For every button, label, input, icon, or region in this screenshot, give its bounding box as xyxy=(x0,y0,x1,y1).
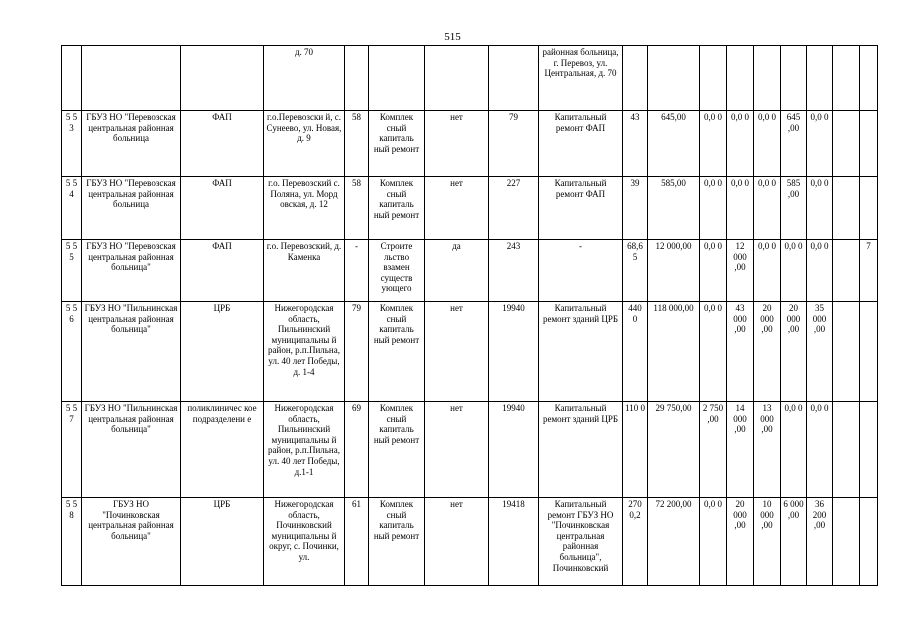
year-cell xyxy=(345,46,369,111)
value-cell-3: 0,0 0 xyxy=(754,177,781,240)
work-type-cell: Комплек сный капиталь ный ремонт xyxy=(369,177,425,240)
year-cell: 58 xyxy=(345,177,369,240)
extra-cell xyxy=(860,498,878,586)
year-cell: 58 xyxy=(345,111,369,177)
value-cell-1: 2 750 ,00 xyxy=(700,402,727,498)
area-cell: 110 0 xyxy=(623,402,648,498)
work-type-cell: Комплек сный капиталь ный ремонт xyxy=(369,111,425,177)
value-cell-6 xyxy=(833,240,860,302)
extra-cell xyxy=(860,177,878,240)
value-cell-3: 10 000 ,00 xyxy=(754,498,781,586)
table-row xyxy=(62,402,878,498)
flag-cell: нет xyxy=(425,177,489,240)
total-cell: 645,00 xyxy=(648,111,700,177)
value-cell-5: 0,0 0 xyxy=(807,402,833,498)
value-cell-1: 0,0 0 xyxy=(700,111,727,177)
total-cell: 585,00 xyxy=(648,177,700,240)
value-cell-5 xyxy=(807,46,833,111)
description-cell: районная больница, г. Перевоз, ул. Центральная, д. 70 xyxy=(539,46,623,111)
code-cell: 243 xyxy=(489,240,539,302)
facility-type-cell: ФАП xyxy=(181,177,264,240)
year-cell: - xyxy=(345,240,369,302)
value-cell-3 xyxy=(754,46,781,111)
address-cell: г.о. Перевозский с. Поляна, ул. Морд овская, д. 12 xyxy=(264,177,345,240)
value-cell-5: 0,0 0 xyxy=(807,111,833,177)
organization-cell xyxy=(82,46,181,111)
work-type-cell: Комплек сный капиталь ный ремонт xyxy=(369,402,425,498)
organization-cell: ГБУЗ НО "Пильнинская центральная районная больница" xyxy=(82,302,181,402)
work-type-cell: Комплек сный капиталь ный ремонт xyxy=(369,498,425,586)
row-number xyxy=(62,46,82,111)
facility-type-cell: ФАП xyxy=(181,240,264,302)
value-cell-3: 0,0 0 xyxy=(754,240,781,302)
area-cell: 270 0,2 xyxy=(623,498,648,586)
value-cell-4 xyxy=(781,46,807,111)
area-cell: 43 xyxy=(623,111,648,177)
value-cell-5: 0,0 0 xyxy=(807,177,833,240)
value-cell-1: 0,0 0 xyxy=(700,177,727,240)
value-cell-5: 0,0 0 xyxy=(807,240,833,302)
value-cell-6 xyxy=(833,302,860,402)
area-cell: 39 xyxy=(623,177,648,240)
total-cell: 12 000,00 xyxy=(648,240,700,302)
year-cell: 79 xyxy=(345,302,369,402)
row-number: 5 5 6 xyxy=(62,302,82,402)
year-cell: 61 xyxy=(345,498,369,586)
flag-cell: нет xyxy=(425,402,489,498)
work-type-cell: Комплек сный капиталь ный ремонт xyxy=(369,302,425,402)
value-cell-2: 43 000 ,00 xyxy=(727,302,754,402)
row-number: 5 5 3 xyxy=(62,111,82,177)
value-cell-4: 0,0 0 xyxy=(781,240,807,302)
table-row xyxy=(62,46,878,111)
value-cell-4: 0,0 0 xyxy=(781,402,807,498)
facility-type-cell: поликлиничес кое подразделени е xyxy=(181,402,264,498)
facility-type-cell: ФАП xyxy=(181,111,264,177)
table-row xyxy=(62,498,878,586)
table-row xyxy=(62,177,878,240)
address-cell: Нижегородская область, Пильнинский муниципальны й район, р.п.Пильна, ул. 40 лет Победы, д.1-1 xyxy=(264,402,345,498)
address-cell: г.о. Перевозский, д. Каменка xyxy=(264,240,345,302)
code-cell: 19940 xyxy=(489,402,539,498)
work-type-cell: Строите льство взамен существ ующего xyxy=(369,240,425,302)
extra-cell xyxy=(860,302,878,402)
description-cell: Капитальный ремонт зданий ЦРБ xyxy=(539,402,623,498)
year-cell: 69 xyxy=(345,402,369,498)
organization-cell: ГБУЗ НО "Пильнинская центральная районная больница" xyxy=(82,402,181,498)
address-cell: Нижегородская область, Пильнинский муниципальны й район, р.п.Пильна, ул. 40 лет Победы, д. 1-4 xyxy=(264,302,345,402)
value-cell-2 xyxy=(727,46,754,111)
code-cell: 19418 xyxy=(489,498,539,586)
value-cell-2: 0,0 0 xyxy=(727,177,754,240)
table-row xyxy=(62,240,878,302)
flag-cell: да xyxy=(425,240,489,302)
value-cell-3: 20 000 ,00 xyxy=(754,302,781,402)
area-cell: 440 0 xyxy=(623,302,648,402)
capital-repair-table xyxy=(61,45,878,586)
value-cell-3: 13 000 ,00 xyxy=(754,402,781,498)
flag-cell: нет xyxy=(425,302,489,402)
area-cell: 68,6 5 xyxy=(623,240,648,302)
description-cell: Капитальный ремонт ФАП xyxy=(539,111,623,177)
organization-cell: ГБУЗ НО "Перевозская центральная районная больница xyxy=(82,111,181,177)
organization-cell: ГБУЗ НО "Перевозская центральная районная больница xyxy=(82,177,181,240)
value-cell-5: 35 000 ,00 xyxy=(807,302,833,402)
value-cell-5: 36 200 ,00 xyxy=(807,498,833,586)
row-number: 5 5 8 xyxy=(62,498,82,586)
value-cell-6 xyxy=(833,46,860,111)
value-cell-4: 6 000 ,00 xyxy=(781,498,807,586)
value-cell-1: 0,0 0 xyxy=(700,240,727,302)
value-cell-1: 0,0 0 xyxy=(700,302,727,402)
table-row xyxy=(62,111,878,177)
flag-cell: нет xyxy=(425,498,489,586)
address-cell: д. 70 xyxy=(264,46,345,111)
organization-cell: ГБУЗ НО "Починковская центральная районная больница" xyxy=(82,498,181,586)
address-cell: г.о.Перевозски й, с. Сунеево, ул. Новая, д. 9 xyxy=(264,111,345,177)
code-cell xyxy=(489,46,539,111)
extra-cell xyxy=(860,111,878,177)
extra-cell xyxy=(860,46,878,111)
description-cell: Капитальный ремонт ГБУЗ НО "Починковская центральная районная больница", Починковский xyxy=(539,498,623,586)
area-cell xyxy=(623,46,648,111)
page-number: 515 xyxy=(444,31,461,43)
value-cell-4: 20 000 ,00 xyxy=(781,302,807,402)
description-cell: Капитальный ремонт зданий ЦРБ xyxy=(539,302,623,402)
value-cell-2: 14 000 ,00 xyxy=(727,402,754,498)
description-cell: Капитальный ремонт ФАП xyxy=(539,177,623,240)
value-cell-1 xyxy=(700,46,727,111)
value-cell-4: 585 ,00 xyxy=(781,177,807,240)
flag-cell: нет xyxy=(425,111,489,177)
value-cell-2: 12 000 ,00 xyxy=(727,240,754,302)
extra-cell: 7 xyxy=(860,240,878,302)
facility-type-cell: ЦРБ xyxy=(181,302,264,402)
table-row xyxy=(62,302,878,402)
total-cell: 72 200,00 xyxy=(648,498,700,586)
code-cell: 19940 xyxy=(489,302,539,402)
row-number: 5 5 4 xyxy=(62,177,82,240)
value-cell-6 xyxy=(833,498,860,586)
total-cell xyxy=(648,46,700,111)
description-cell: - xyxy=(539,240,623,302)
extra-cell xyxy=(860,402,878,498)
total-cell: 29 750,00 xyxy=(648,402,700,498)
value-cell-1: 0,0 0 xyxy=(700,498,727,586)
value-cell-2: 0,0 0 xyxy=(727,111,754,177)
address-cell: Нижегородская область, Починковский муниципальны й округ, с. Починки, ул. xyxy=(264,498,345,586)
work-type-cell xyxy=(369,46,425,111)
row-number: 5 5 5 xyxy=(62,240,82,302)
value-cell-6 xyxy=(833,402,860,498)
value-cell-6 xyxy=(833,177,860,240)
row-number: 5 5 7 xyxy=(62,402,82,498)
value-cell-3: 0,0 0 xyxy=(754,111,781,177)
organization-cell: ГБУЗ НО "Перевозская центральная районная больница" xyxy=(82,240,181,302)
facility-type-cell xyxy=(181,46,264,111)
value-cell-2: 20 000 ,00 xyxy=(727,498,754,586)
value-cell-6 xyxy=(833,111,860,177)
facility-type-cell: ЦРБ xyxy=(181,498,264,586)
flag-cell xyxy=(425,46,489,111)
value-cell-4: 645 ,00 xyxy=(781,111,807,177)
total-cell: 118 000,00 xyxy=(648,302,700,402)
code-cell: 79 xyxy=(489,111,539,177)
code-cell: 227 xyxy=(489,177,539,240)
